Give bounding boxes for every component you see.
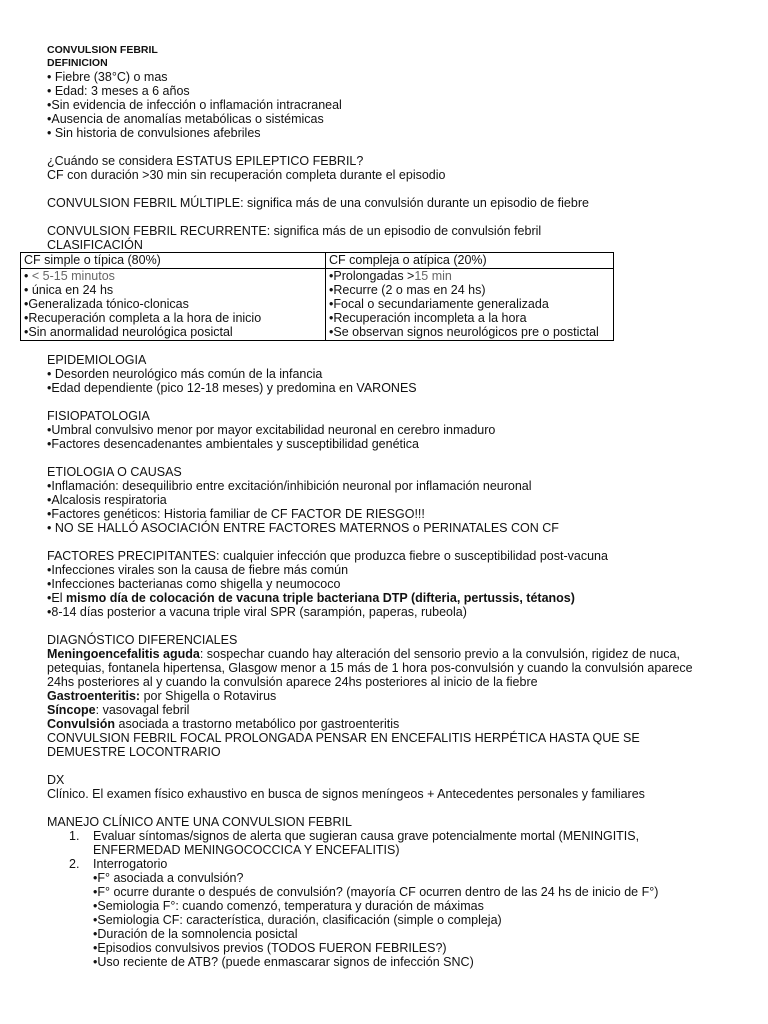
- clasificacion-heading: CLASIFICACIÓN: [47, 238, 143, 252]
- sub-list-item: •Semiologia CF: característica, duración, clasificación (simple o compleja): [93, 913, 502, 927]
- table-header-compleja: CF compleja o atípica (20%): [326, 253, 614, 269]
- dx-heading: DX: [47, 773, 65, 787]
- focal-warning-cont: DEMUESTRE LOCONTRARIO: [47, 745, 221, 759]
- list-item: •Factores desencadenantes ambientales y susceptibilidad genética: [47, 437, 419, 451]
- estatus-answer: CF con duración >30 min sin recuperación completa durante el episodio: [47, 168, 446, 182]
- diferencial-item: Gastroenteritis: por Shigella o Rotavirus: [47, 689, 277, 703]
- list-item: •El mismo día de colocación de vacuna triple bacteriana DTP (difteria, pertussis, tétanos): [47, 591, 575, 605]
- focal-warning: CONVULSION FEBRIL FOCAL PROLONGADA PENSAR EN ENCEFALITIS HERPÉTICA HASTA QUE SE: [47, 731, 640, 745]
- clasificacion-table: [20, 252, 614, 341]
- diferencial-item-cont: 24hs posteriores al y cuando la convulsión aparece 24hs posteriores al inicio de la fiebre: [47, 675, 538, 689]
- table-list-item: •Generalizada tónico-clonicas: [24, 297, 189, 311]
- gray-text: 15 min: [414, 269, 452, 283]
- table-list-item: •Se observan signos neurológicos pre o postictal: [329, 325, 599, 339]
- bold-text: Convulsión: [47, 717, 116, 731]
- table-list-item: • < 5-15 minutos: [24, 269, 115, 283]
- bold-text: mismo día de colocación de vacuna triple bacteriana DTP (difteria, pertussis, tétanos): [65, 591, 575, 605]
- ordered-item-text: Evaluar síntomas/signos de alerta que sugieran causa grave potencialmente mortal (MENINGITIS,: [93, 829, 640, 843]
- dx-text: Clínico. El examen físico exhaustivo en busca de signos meníngeos + Antecedentes personales y familiares: [47, 787, 645, 801]
- table-body-row: [21, 269, 614, 341]
- table-list-item: •Prolongadas >15 min: [329, 269, 452, 283]
- precipitantes-heading: FACTORES PRECIPITANTES: cualquier infección que produzca fiebre o susceptibilidad post-vacuna: [47, 549, 608, 563]
- list-item: •Alcalosis respiratoria: [47, 493, 167, 507]
- list-item: •Infecciones virales son la causa de fiebre más común: [47, 563, 349, 577]
- list-item: •Infecciones bacterianas como shigella y neumococo: [47, 577, 341, 591]
- diferencial-item: Meningoencefalitis aguda: sospechar cuando hay alteración del sensorio previo a la convulsión, rigidez de nuca,: [47, 647, 680, 661]
- estatus-question: ¿Cuándo se considera ESTATUS EPILEPTICO FEBRIL?: [47, 154, 364, 168]
- body-block: [47, 353, 747, 969]
- ordered-item: [47, 857, 747, 969]
- diferencial-item-cont: petequias, fontanela hipertensa, Glasgow menor a 15 más de 1 hora pos-convulsión y cuando la convulsión aparece: [47, 661, 693, 675]
- table-list-item: • única en 24 hs: [24, 283, 114, 297]
- table-list-item: •Recuperación incompleta a la hora: [329, 311, 527, 325]
- sub-list-item: •F° ocurre durante o después de convulsión? (mayoría CF ocurren dentro de las 24 hs de inicio de F°): [93, 885, 659, 899]
- bold-text: Síncope: [47, 703, 96, 717]
- list-item: • Edad: 3 meses a 6 años: [47, 84, 190, 98]
- table-header-simple: CF simple o típica (80%): [21, 253, 326, 269]
- sub-list-item: •F° asociada a convulsión?: [93, 871, 244, 885]
- gray-text: < 5-15 minutos: [31, 269, 115, 283]
- table-cell-compleja: [326, 269, 614, 341]
- ordered-item: [47, 829, 747, 857]
- list-item: •8-14 días posterior a vacuna triple viral SPR (sarampión, paperas, rubeola): [47, 605, 467, 619]
- bold-text: Meningoencefalitis aguda: [47, 647, 200, 661]
- list-item: • Desorden neurológico más común de la infancia: [47, 367, 323, 381]
- list-item: • NO SE HALLÓ ASOCIACIÓN ENTRE FACTORES MATERNOS o PERINATALES CON CF: [47, 521, 559, 535]
- table-header-row: [21, 253, 614, 269]
- sub-list-item: •Episodios convulsivos previos (TODOS FUERON FEBRILES?): [93, 941, 447, 955]
- fisiopatologia-heading: FISIOPATOLOGIA: [47, 409, 150, 423]
- list-item: •Factores genéticos: Historia familiar de CF FACTOR DE RIESGO!!!: [47, 507, 425, 521]
- manejo-heading: MANEJO CLÍNICO ANTE UNA CONVULSION FEBRIL: [47, 815, 352, 829]
- item-number: 2.: [69, 857, 80, 871]
- diferencial-item: Convulsión asociada a trastorno metabólico por gastroenteritis: [47, 717, 400, 731]
- list-item: • Fiebre (38°C) o mas: [47, 70, 168, 84]
- table-list-item: •Recuperación completa a la hora de inicio: [24, 311, 262, 325]
- table-list-item: •Recurre (2 o mas en 24 hs): [329, 283, 486, 297]
- table-list-item: •Focal o secundariamente generalizada: [329, 297, 549, 311]
- header-block: [24, 44, 747, 341]
- bold-text: Gastroenteritis:: [47, 689, 141, 703]
- sub-list-item: •Uso reciente de ATB? (puede enmascarar signos de infección SNC): [93, 955, 474, 969]
- list-item: • Sin historia de convulsiones afebriles: [47, 126, 261, 140]
- epidemiologia-heading: EPIDEMIOLOGIA: [47, 353, 147, 367]
- document-title: CONVULSION FEBRIL: [47, 44, 158, 56]
- multiple-definition: CONVULSION FEBRIL MÚLTIPLE: significa más de una convulsión durante un episodio de fiebre: [47, 196, 589, 210]
- list-item: •Umbral convulsivo menor por mayor excitabilidad neuronal en cerebro inmaduro: [47, 423, 496, 437]
- list-item: •Sin evidencia de infección o inflamación intracraneal: [47, 98, 342, 112]
- diferencial-heading: DIAGNÓSTICO DIFERENCIALES: [47, 633, 238, 647]
- etiologia-heading: ETIOLOGIA O CAUSAS: [47, 465, 182, 479]
- table-cell-simple: [21, 269, 326, 341]
- sub-list-item: •Duración de la somnolencia posictal: [93, 927, 298, 941]
- diferencial-item: Síncope: vasovagal febril: [47, 703, 190, 717]
- sub-list-item: •Semiologia F°: cuando comenzó, temperatura y duración de máximas: [93, 899, 484, 913]
- definicion-heading: DEFINICION: [47, 57, 108, 69]
- list-item: •Inflamación: desequilibrio entre excitación/inhibición neuronal por inflamación neuronal: [47, 479, 532, 493]
- item-number: 1.: [69, 829, 80, 843]
- list-item: •Ausencia de anomalías metabólicas o sistémicas: [47, 112, 324, 126]
- ordered-item-text: Interrogatorio: [93, 857, 168, 871]
- list-item: •Edad dependiente (pico 12-18 meses) y predomina en VARONES: [47, 381, 417, 395]
- recurrente-definition: CONVULSION FEBRIL RECURRENTE: significa más de un episodio de convulsión febril: [47, 224, 542, 238]
- table-list-item: •Sin anormalidad neurológica posictal: [24, 325, 233, 339]
- definicion-list: [47, 70, 747, 140]
- ordered-item-text: ENFERMEDAD MENINGOCOCCICA Y ENCEFALITIS): [93, 843, 400, 857]
